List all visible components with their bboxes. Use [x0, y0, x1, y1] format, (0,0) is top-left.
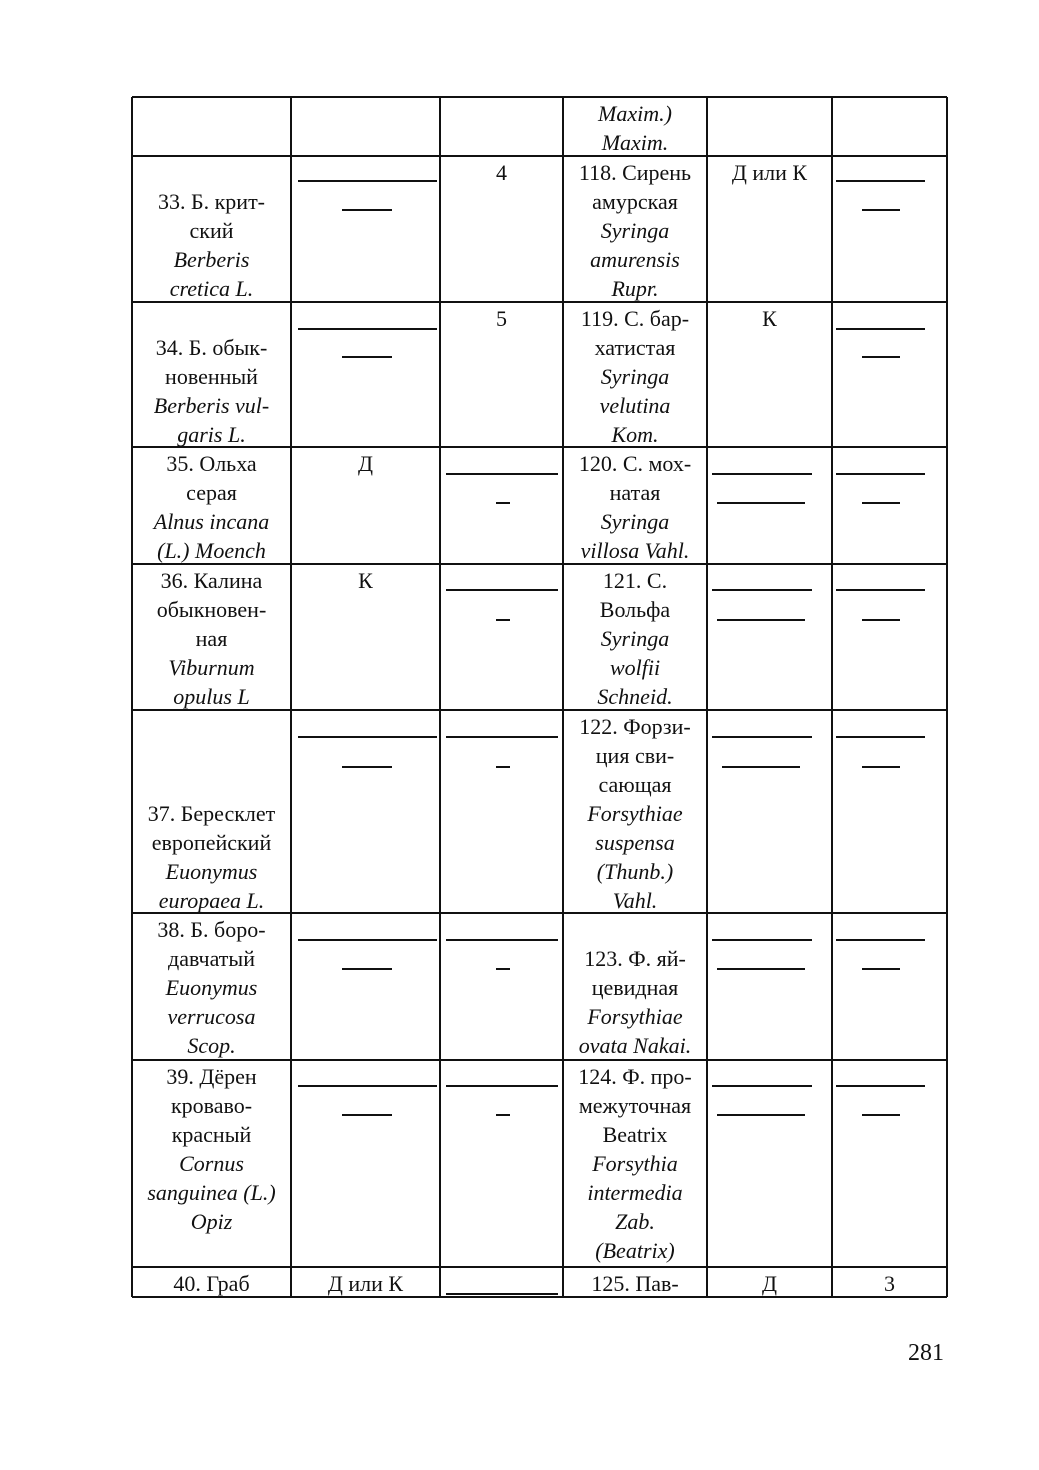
empty-dash: [836, 589, 925, 591]
latin-name-line: Rupr.: [611, 276, 659, 301]
empty-dash: [862, 502, 900, 504]
species-cell-left: [132, 1062, 291, 1236]
russian-name-line: 36. Калина: [160, 568, 263, 593]
russian-name-line: цевидная: [591, 975, 679, 1000]
russian-name-line: обыкновен-: [156, 597, 267, 622]
russian-name-line: 37. Бересклет: [147, 801, 276, 826]
russian-name-line: 119. С. бар-: [580, 306, 690, 331]
species-cell-left: [132, 449, 291, 565]
empty-dash: [712, 1085, 812, 1087]
russian-name-line: ная: [195, 626, 228, 651]
empty-dash: [298, 736, 437, 738]
empty-dash: [717, 968, 805, 970]
latin-name-line: europaea L.: [158, 888, 265, 913]
empty-dash: [446, 1293, 558, 1295]
russian-name-line: ция сви-: [595, 743, 675, 768]
latin-name-line: Viburnum: [168, 655, 255, 680]
latin-name-line: Maxim.): [598, 101, 672, 126]
page-number: 281: [908, 1340, 944, 1366]
empty-dash: [836, 736, 925, 738]
empty-dash: [712, 473, 812, 475]
species-cell-left: [132, 566, 291, 711]
latin-name-line: Syringa: [600, 364, 670, 389]
empty-dash: [446, 1085, 558, 1087]
value-cell: Д: [761, 1271, 777, 1296]
empty-dash: [712, 939, 812, 941]
value-cell: 5: [496, 306, 507, 331]
empty-dash: [862, 356, 900, 358]
latin-name-line: verrucosa: [167, 1004, 256, 1029]
russian-name-line: европейский: [151, 830, 272, 855]
russian-name-line: межуточная: [578, 1093, 692, 1118]
species-cell-right: [563, 304, 707, 449]
empty-dash: [496, 619, 510, 621]
russian-name-line: 122. Форзи-: [579, 714, 691, 739]
latin-name-line: Kom.: [611, 422, 659, 447]
empty-dash: [836, 1085, 925, 1087]
empty-dash: [717, 619, 805, 621]
latin-name-line: velutina: [599, 393, 671, 418]
latin-name-line: Alnus incana: [153, 509, 270, 534]
russian-name-line: 34. Б. обык-: [155, 335, 268, 360]
latin-name-line: Syringa: [600, 626, 670, 651]
russian-name-line: давчатый: [168, 946, 255, 971]
empty-dash: [836, 180, 925, 182]
value-cell: 3: [884, 1271, 895, 1296]
russian-name-line: хатистая: [594, 335, 676, 360]
table-column-line: [439, 97, 441, 1297]
russian-name-line: натая: [609, 480, 661, 505]
russian-name-line: 124. Ф. про-: [578, 1064, 692, 1089]
russian-name-line: 121. С.: [602, 568, 668, 593]
table-row-line: [132, 1266, 947, 1268]
species-cell-right: [563, 99, 707, 157]
empty-dash: [298, 1085, 437, 1087]
latin-name-line: opulus L: [173, 684, 250, 709]
latin-name-line: Forsythiae: [587, 1004, 683, 1029]
empty-dash: [496, 502, 510, 504]
empty-dash: [298, 939, 437, 941]
russian-name-line: 38. Б. боро-: [157, 917, 266, 942]
latin-name-line: ovata Nakai.: [578, 1033, 692, 1058]
table-row-line: [132, 96, 947, 98]
latin-name-line: Scop.: [187, 1033, 236, 1058]
russian-name-line: Вольфа: [599, 597, 671, 622]
empty-dash: [496, 766, 510, 768]
table-column-line: [831, 97, 833, 1297]
empty-dash: [862, 766, 900, 768]
value-cell: К: [358, 568, 373, 593]
latin-name-line: wolfii: [609, 655, 661, 680]
russian-name-line: Beatrix: [602, 1122, 668, 1147]
empty-dash: [446, 589, 558, 591]
empty-dash: [496, 968, 510, 970]
latin-name-line: suspensa: [595, 830, 675, 855]
russian-name-line: красный: [171, 1122, 252, 1147]
latin-name-line: Euonymus: [165, 859, 258, 884]
latin-name-line: Syringa: [600, 509, 670, 534]
latin-name-line: Berberis vul-: [153, 393, 270, 418]
latin-name-line: Forsythiae: [587, 801, 683, 826]
species-cell-right: [563, 1269, 707, 1298]
empty-dash: [862, 1114, 900, 1116]
latin-name-line: Syringa: [600, 218, 670, 243]
empty-dash: [836, 328, 925, 330]
empty-dash: [722, 766, 800, 768]
empty-dash: [496, 1114, 510, 1116]
latin-name-line: Forsythia: [592, 1151, 678, 1176]
empty-dash: [342, 968, 392, 970]
empty-dash: [717, 502, 805, 504]
empty-dash: [342, 766, 392, 768]
empty-dash: [342, 356, 392, 358]
species-cell-right: [563, 449, 707, 565]
empty-dash: [342, 1114, 392, 1116]
value-cell: Д или К: [327, 1271, 404, 1296]
latin-name-line: (Thunb.): [596, 859, 674, 884]
empty-dash: [836, 473, 925, 475]
empty-dash: [298, 328, 437, 330]
russian-name-line: 40. Граб: [173, 1271, 250, 1296]
russian-name-line: новенный: [165, 364, 258, 389]
russian-name-line: ский: [189, 218, 234, 243]
russian-name-line: сающая: [598, 772, 672, 797]
species-cell-left: [132, 915, 291, 1060]
russian-name-line: 35. Ольха: [166, 451, 257, 476]
empty-dash: [836, 939, 925, 941]
empty-dash: [717, 1114, 805, 1116]
latin-name-line: Maxim.: [601, 130, 669, 155]
latin-name-line: garis L.: [177, 422, 246, 447]
latin-name-line: Opiz: [190, 1209, 233, 1234]
value-cell: Д или К: [731, 160, 808, 185]
empty-dash: [712, 736, 812, 738]
empty-dash: [342, 209, 392, 211]
empty-dash: [712, 589, 812, 591]
species-cell-right: [563, 712, 707, 915]
latin-name-line: Vahl.: [612, 888, 658, 913]
russian-name-line: 33. Б. крит-: [157, 189, 266, 214]
species-cell-left: [132, 333, 291, 449]
latin-name-line: cretica L.: [169, 276, 254, 301]
empty-dash: [862, 619, 900, 621]
latin-name-line: Zab.: [615, 1209, 655, 1234]
latin-name-line: villosa Vahl.: [580, 538, 690, 563]
value-cell: К: [762, 306, 777, 331]
table-column-line: [946, 97, 948, 1297]
empty-dash: [446, 736, 558, 738]
species-cell-left: [132, 799, 291, 915]
russian-name-line: серая: [186, 480, 237, 505]
latin-name-line: sanguinea (L.): [147, 1180, 276, 1205]
table-row-line: [132, 155, 947, 157]
latin-name-line: (L.) Moench: [157, 538, 266, 563]
species-cell-right: [563, 158, 707, 303]
russian-name-line: 125. Пав-: [591, 1271, 679, 1296]
russian-name-line: кроваво-: [170, 1093, 253, 1118]
russian-name-line: 39. Дёрен: [166, 1064, 257, 1089]
value-cell: 4: [496, 160, 507, 185]
russian-name-line: 123. Ф. яй-: [584, 946, 686, 971]
latin-name-line: Cornus: [179, 1151, 244, 1176]
empty-dash: [862, 968, 900, 970]
empty-dash: [446, 939, 558, 941]
species-cell-left: [132, 187, 291, 303]
latin-name-line: Euonymus: [165, 975, 258, 1000]
species-cell-right: [563, 1062, 707, 1265]
species-cell-left: [132, 1269, 291, 1298]
latin-name-line: Berberis: [173, 247, 250, 272]
species-cell-right: [563, 566, 707, 711]
empty-dash: [298, 180, 437, 182]
species-cell-right: [563, 944, 707, 1060]
empty-dash: [446, 473, 558, 475]
latin-name-line: (Beatrix): [595, 1238, 675, 1263]
latin-name-line: amurensis: [590, 247, 680, 272]
russian-name-line: амурская: [592, 189, 678, 214]
latin-name-line: intermedia: [587, 1180, 683, 1205]
russian-name-line: 120. С. мох-: [578, 451, 692, 476]
value-cell: Д: [357, 451, 373, 476]
latin-name-line: Schneid.: [597, 684, 673, 709]
empty-dash: [862, 209, 900, 211]
russian-name-line: 118. Сирень: [578, 160, 692, 185]
